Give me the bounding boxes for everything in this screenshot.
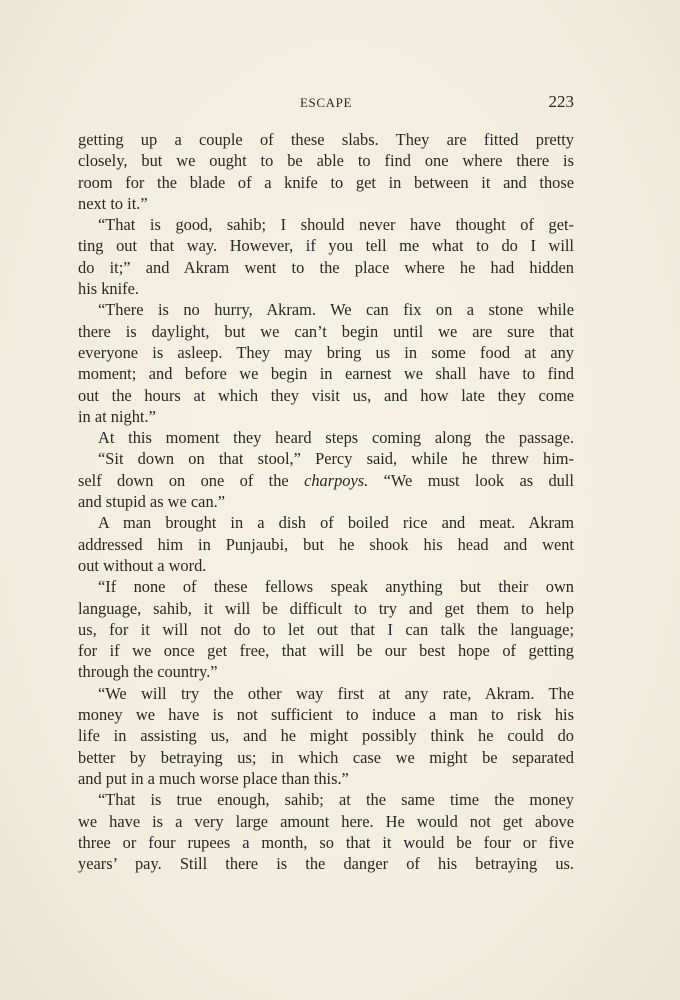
text-line: through the country.” — [78, 662, 218, 682]
text-line — [78, 470, 574, 491]
text-line: “That is good, sahib; I should never have thought of get- — [98, 215, 574, 235]
text-line: “If none of these fellows speak anything but their own — [98, 577, 574, 597]
body-text — [78, 129, 574, 874]
text-line: moment; and before we begin in earnest we shall have to find — [78, 364, 574, 384]
text-line: life in assisting us, and he might possibly think he could do — [78, 726, 574, 746]
text-line: and put in a much worse place than this.” — [78, 768, 349, 788]
text-line: out the hours at which they visit us, and how late they come — [78, 385, 574, 405]
page-number: 223 — [548, 92, 574, 111]
text-line: everyone is asleep. They may bring us in some food at any — [78, 342, 574, 362]
text-line: A man brought in a dish of boiled rice and meat. Akram — [98, 513, 574, 533]
running-title: ESCAPE — [299, 95, 352, 110]
text-line: three or four rupees a month, so that it would be four or five — [78, 832, 574, 852]
text-line: getting up a couple of these slabs. They are fitted pretty — [78, 130, 574, 149]
text-line: addressed him in Punjaubi, but he shook his head and went — [78, 534, 574, 554]
text-line: next to it.” — [78, 193, 148, 213]
text-line: out without a word. — [78, 555, 207, 575]
text-segment: self down on one of the — [78, 470, 305, 490]
text-line: “Sit down on that stool,” Percy said, while he threw him- — [98, 449, 574, 469]
text-line: “We will try the other way first at any rate, Akram. The — [98, 683, 574, 703]
text-line: do it;” and Akram went to the place where he had hidden — [78, 257, 574, 277]
text-line: us, for it will not do to let out that I can talk the language; — [78, 619, 574, 639]
text-line: there is daylight, but we can’t begin until we are sure that — [78, 321, 574, 341]
text-line: and stupid as we can.” — [78, 492, 226, 512]
text-line: we have is a very large amount here. He would not get above — [78, 811, 574, 831]
text-segment: “We must look as dull — [368, 470, 574, 490]
running-head — [78, 92, 574, 114]
text-line: for if we once get free, that will be our best hope of getting — [78, 641, 574, 661]
text-line: years’ pay. Still there is the danger of his betraying us. — [78, 854, 574, 874]
text-line: “That is true enough, sahib; at the same time the money — [98, 790, 574, 810]
text-line: room for the blade of a knife to get in between it and those — [78, 172, 574, 192]
text-line: closely, but we ought to be able to find one where there is — [78, 151, 574, 171]
text-line: “There is no hurry, Akram. We can fix on a stone while — [98, 300, 574, 320]
text-line: At this moment they heard steps coming along the passage. — [98, 428, 574, 448]
italic-word: charpoys. — [304, 470, 369, 490]
text-line: better by betraying us; in which case we might be separated — [78, 747, 574, 767]
text-line: in at night.” — [78, 406, 156, 426]
text-line: his knife. — [78, 279, 140, 299]
text-line: language, sahib, it will be difficult to try and get them to help — [78, 598, 574, 618]
text-line: money we have is not sufficient to induce a man to risk his — [78, 705, 574, 725]
text-line: ting out that way. However, if you tell me what to do I will — [78, 236, 574, 256]
